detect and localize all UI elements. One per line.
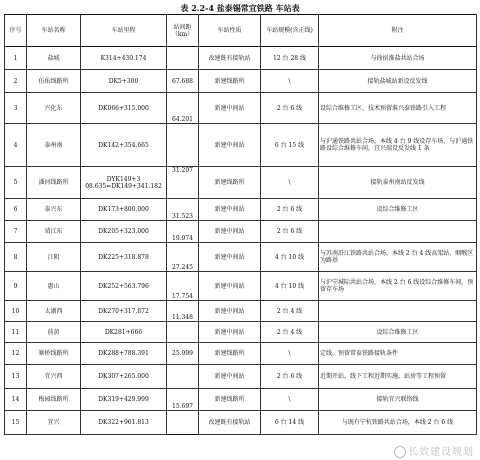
cell-mileage: DK270+317.872 [81,301,167,322]
table-row [5,199,477,221]
cell-nature: 改建既有接轨站 [199,47,261,70]
cell-dist: 27.245 [167,243,199,272]
cell-name: 泰州南 [27,124,81,167]
cell-nature: 新建中间站 [199,124,261,167]
cell-dist [167,411,199,435]
cell-note: 定线，预留常泰铁路接轨条件 [319,343,477,365]
cell-seq: 8 [5,243,27,272]
cell-nature: 新建中间站 [199,365,261,389]
table-row [5,389,477,411]
cell-note: 设综合维修工区 [319,199,477,221]
cell-name: 宜兴西 [27,365,81,389]
table-row [5,221,477,243]
cell-name: 江阴 [27,243,81,272]
cell-note: 设综合维修工区 [319,322,477,343]
cell-note: 与沪通铁路共站合场，本线 4 台 9 线设存车场，与沪通铁路设综合维修车间，宜兴端设反发线 1 条 [319,124,477,167]
cell-name: 前黄 [27,322,81,343]
cell-note: 与徐宿淮盐共站合场 [319,47,477,70]
header-dist: 站间距（km） [167,15,199,47]
cell-dist: 15.697 [167,389,199,411]
cell-scale: \ [261,343,319,365]
cell-nature: 新建中间站 [199,322,261,343]
cell-mileage: DK322+961.813 [81,411,167,435]
station-table-container [4,14,476,456]
cell-seq: 1 [5,47,27,70]
cell-name: 伍佑线路所 [27,70,81,93]
cell-name: 宜兴 [27,411,81,435]
cell-nature: 改建既有接轨站 [199,411,261,435]
cell-scale: 2 台 4 线 [261,301,319,322]
cell-note: 近期开站，线下工程近期实施，站房等工程预留 [319,365,477,389]
cell-seq: 9 [5,272,27,301]
table-row [5,322,477,343]
cell-mileage: DK319+429.999 [81,389,167,411]
table-header-row [5,15,477,47]
table-row [5,411,477,435]
cell-dist: 19.974 [167,221,199,243]
cell-note: 接轨盐城站新设反发线 [319,70,477,93]
table-row [5,272,477,301]
cell-nature: 新建中间站 [199,199,261,221]
cell-mileage: DK5+300 [81,70,167,93]
cell-scale: 2 台 4 线 [261,322,319,343]
cell-seq: 10 [5,301,27,322]
cell-mileage: DK066+315.000 [81,93,167,124]
cell-nature: 新建中间站 [199,93,261,124]
table-row [5,167,477,199]
cell-mileage: DK173+800.000 [81,199,167,221]
cell-scale: 2 台 6 线 [261,365,319,389]
cell-seq: 11 [5,322,27,343]
cell-name: 靖江东 [27,221,81,243]
cell-seq: 4 [5,124,27,167]
cell-note [319,301,477,322]
cell-scale: 6 台 14 线 [261,411,319,435]
cell-nature: 新建中间站 [199,221,261,243]
cell-dist: 17.754 [167,272,199,301]
cell-name: 惠山 [27,272,81,301]
table-row [5,47,477,70]
table-row [5,301,477,322]
header-nature: 车站性质 [199,15,261,47]
cell-note: 接轨宜兴联络线 [319,389,477,411]
cell-mileage: DK142+354.665 [81,124,167,167]
cell-dist: 31.523 [167,199,199,221]
header-note: 附注 [319,15,477,47]
cell-seq: 5 [5,167,27,199]
cell-mileage: DYK149+3 08.635=DK149+341.182 [81,167,167,199]
cell-dist: 25.999 [167,343,199,365]
cell-dist [167,322,199,343]
cell-name: 盐城 [27,47,81,70]
cell-seq: 7 [5,221,27,243]
cell-nature: 新建线路所 [199,389,261,411]
cell-name: 潘河线路所 [27,167,81,199]
watermark [394,443,474,458]
table-row [5,124,477,167]
cell-note: 接轨泰州南站反发线 [319,167,477,199]
cell-note: 设综合维修工区，技术预留淮兴泰铁路引入工程 [319,93,477,124]
cell-mileage: DK281+666 [81,322,167,343]
cell-mileage: DK205+323.000 [81,221,167,243]
cell-nature: 新建中间站 [199,301,261,322]
cell-scale: 4 台 10 线 [261,272,319,301]
cell-scale: \ [261,70,319,93]
cell-seq: 14 [5,389,27,411]
table-caption: 表 2.2-4 盐泰锡常宜铁路 车站表 [180,3,300,13]
cell-dist: 64.201 [167,93,199,124]
cell-note: 与苏南沿江铁路共站合场，本线 2 台 4 线高架站，咽喉区为路基 [319,243,477,272]
cell-seq: 2 [5,70,27,93]
cell-name: 泰兴东 [27,199,81,221]
header-name: 车站名称 [27,15,81,47]
header-seq: 序号 [5,15,27,47]
table-row [5,243,477,272]
cell-note: 与既有宁杭铁路共站合场，本线 2 台 6 线 [319,411,477,435]
table-row [5,343,477,365]
cell-seq: 13 [5,365,27,389]
cell-scale: \ [261,389,319,411]
cell-note [319,221,477,243]
cell-nature: 新建中间站 [199,243,261,272]
cell-dist: 67.688 [167,70,199,93]
header-scale: 车站规模(含正线) [261,15,319,47]
cell-seq: 3 [5,93,27,124]
watermark-text: 长效建设规划 [408,447,474,458]
cell-mileage: DK252+563.796 [81,272,167,301]
cell-scale: 12 台 28 线 [261,47,319,70]
cell-nature: 新建线路所 [199,70,261,93]
cell-mileage: DK307+265.000 [81,365,167,389]
cell-mileage: DK288+788.391 [81,343,167,365]
cell-seq: 12 [5,343,27,365]
header-mileage: 车站里程 [81,15,167,47]
cell-dist: 11.348 [167,301,199,322]
cell-dist [167,124,199,167]
cell-name: 太湖西 [27,301,81,322]
cell-nature: 新建线路所 [199,343,261,365]
cell-name: 梅园线路所 [27,389,81,411]
cell-mileage: DK225+318.878 [81,243,167,272]
cell-nature: 新建线路所 [199,167,261,199]
table-row [5,93,477,124]
cell-scale: 4 台 10 线 [261,243,319,272]
cell-name: 寨桥线路所 [27,343,81,365]
table-row [5,365,477,389]
cell-scale: 2 台 6 线 [261,221,319,243]
cell-mileage: K314+430.174 [81,47,167,70]
cell-nature: 新建中间站 [199,272,261,301]
cell-scale: \ [261,167,319,199]
cell-dist [167,47,199,70]
cell-dist: 31.297 [167,167,199,199]
cell-seq: 6 [5,199,27,221]
cell-scale: 6 台 15 线 [261,124,319,167]
cell-scale: 2 台 6 线 [261,93,319,124]
table-row [5,70,477,93]
cell-seq: 15 [5,411,27,435]
cell-scale: 2 台 6 线 [261,199,319,221]
cell-note: 与沪宁城际共站合场，本线 2 台 6 线设综合维修车间，预留存车场 [319,272,477,301]
wechat-icon [394,446,406,458]
station-table [4,14,477,435]
cell-name: 兴化东 [27,93,81,124]
cell-dist [167,365,199,389]
